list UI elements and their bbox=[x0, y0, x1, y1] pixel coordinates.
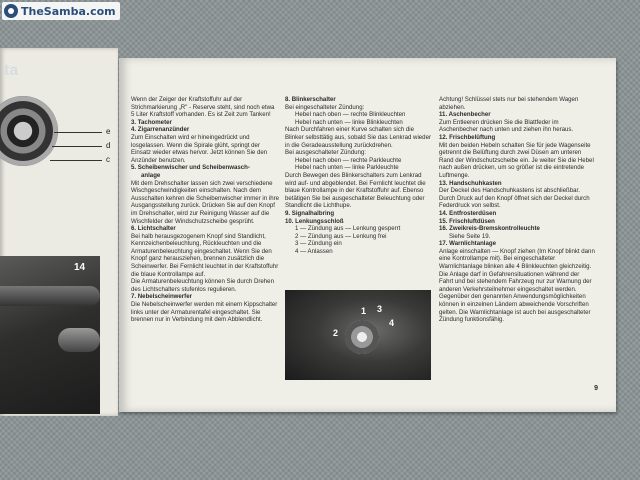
thesamba-watermark bbox=[2, 2, 120, 20]
right-booklet-page bbox=[119, 58, 616, 412]
text-column-1 bbox=[131, 96, 279, 324]
paragraph: Zum Einschalten wird er hineingedrückt und losgelassen. Wenn die Spirale glüht, springt der Einsatz wieder etwas hervor. Jetzt können Sie den Anzünder benutzen. bbox=[131, 133, 268, 164]
samba-logo-icon bbox=[4, 4, 18, 18]
section-heading: anlage bbox=[141, 171, 161, 179]
paragraph: Nach Durchfahren einer Kurve schalten sich die Blinker selbsttätig aus, sobald Sie das Lenkrad wieder in die Geradeausstellung zurückdrehen. bbox=[285, 126, 431, 149]
paragraph: Hebel nach oben — rechte Parkleuchte bbox=[295, 156, 402, 164]
paragraph: Die Armaturenbeleuchtung können Sie durch Drehen des Lichtschalters stufenlos regulieren. bbox=[131, 278, 274, 293]
left-booklet-page bbox=[0, 48, 118, 416]
text-column-3 bbox=[439, 96, 595, 324]
section-heading: 7. Nebelscheinwerfer bbox=[131, 293, 192, 301]
section-heading: 4. Zigarrenanzünder bbox=[131, 126, 190, 134]
photo-callout-14: 14 bbox=[74, 262, 86, 273]
section-heading: 17. Warnlichtanlage bbox=[439, 240, 497, 248]
section-heading: 10. Lenkungsschloß bbox=[285, 217, 344, 225]
section-heading: 12. Frischbelüftung bbox=[439, 133, 496, 141]
instrument-gauge-photo bbox=[0, 96, 58, 166]
paragraph: Anlage einschalten — Knopf ziehen (Im Knopf blinkt dann eine Kontrollampe mit). Bei eingeschalteter Warnlichtanlage blinken alle 4 Blinkleuchten gleichzeitig. Die Anlage darf in Gefahrensituationen während der Fahrt und bei stehendem Fahrzeug nur zur Warnung der anderen Verkehrsteilnehmer eingeschaltet werden. Gegenüber den genannten Anwendungsmöglichkeiten können in einzelnen Ländern abweichende Vorschriften gelten. Die Warnlichtanlage ist auch bei ausgeschalteter Zündung funktionsfähig. bbox=[439, 247, 595, 324]
paragraph: Bei ausgeschalteter Zündung: bbox=[285, 149, 366, 157]
section-heading: 9. Signalhalbring bbox=[285, 209, 335, 217]
leader-line-d bbox=[52, 146, 102, 147]
ignition-lock-photo bbox=[285, 290, 431, 380]
faint-heading: ta bbox=[4, 62, 19, 79]
section-heading: 3. Tachometer bbox=[131, 118, 172, 126]
paragraph: Bei halb herausgezogenem Knopf sind Standlicht, Kennzeichenbeleuchtung, Rückleuchten und die Armaturenbeleuchtung eingeschaltet. Wenn Sie den Knopf ganz herausziehen, brennen zusätzlich die Scheinwerfer. Bei Fernlicht leuchtet in der Kraftstoffuhr die blaue Kontrollampe auf. bbox=[131, 232, 279, 278]
ignition-position-4: 4 bbox=[389, 318, 395, 328]
paragraph: 4 — Anlassen bbox=[295, 247, 333, 255]
section-heading: 8. Blinkerschalter bbox=[285, 96, 336, 103]
paragraph: 3 — Zündung ein bbox=[295, 240, 342, 248]
paragraph: Bei eingeschalteter Zündung: bbox=[285, 103, 365, 111]
paragraph: Mit den beiden Hebeln schalten Sie für jede Wagenseite getrennt die Belüftung durch zwei Düsen am unteren Rand der Windschutzscheibe ein. Je weiter Sie die Hebel nach außen drücken, um so größer ist die eintretende Luftmenge. bbox=[439, 141, 594, 179]
paragraph: Die Nebelscheinwerfer werden mit einem Kippschalter links unter der Armaturentafel eingeschaltet. Sie brennen nur in Verbindung mit dem Abblendlicht. bbox=[131, 301, 278, 324]
section-heading: 5. Scheibenwischer und Scheibenwasch- bbox=[131, 164, 250, 172]
dashboard-bar bbox=[0, 286, 100, 306]
paragraph: Zum Entleeren drücken Sie die Blattfeder im Aschenbecher nach unten und ziehen ihn heraus. bbox=[439, 118, 574, 134]
paragraph: Siehe Seite 19. bbox=[449, 232, 491, 240]
page-number: 9 bbox=[594, 385, 598, 392]
gauge-label-c: c bbox=[106, 155, 110, 164]
paragraph: Hebel nach oben — rechte Blinkleuchten bbox=[295, 111, 406, 119]
gauge-label-e: e bbox=[106, 127, 111, 136]
ignition-position-3: 3 bbox=[377, 304, 383, 314]
leader-line-e bbox=[54, 132, 102, 133]
section-heading: 15. Frischluftdüsen bbox=[439, 217, 495, 225]
watermark-text: TheSamba.com bbox=[21, 4, 116, 18]
leader-line-c bbox=[50, 160, 102, 161]
paragraph: Hebel nach unten — linke Parkleuchte bbox=[295, 164, 399, 172]
paragraph: Hebel nach unten — linke Blinkleuchten bbox=[295, 118, 403, 126]
text-column-2 bbox=[285, 96, 433, 255]
section-heading: 13. Handschuhkasten bbox=[439, 179, 502, 187]
paragraph: Durch Bewegen des Blinkerschalters zum Lenkrad wird auf- und abgeblendet. Bei Fernlicht leuchtet die blaue Kontrollampe in der Kraftstoffuhr auf. Ebenso betätigen Sie bei ausgeschalteter Beleuchtung oder Standlicht die Lichthupe. bbox=[285, 171, 426, 210]
paragraph: 1 — Zündung aus — Lenkung gesperrt bbox=[295, 225, 401, 233]
ignition-cylinder bbox=[345, 320, 379, 354]
section-heading: 16. Zweikreis-Bremskontrolleuchte bbox=[439, 225, 540, 233]
gauge-label-d: d bbox=[106, 141, 111, 150]
paragraph: Mit dem Drehschalter lassen sich zwei verschiedene Wischgeschwindigkeiten einschalten. Nach dem Ausschalten kehren die Scheibenwischer immer in ihre Ausgangsstellung zurück. Drücken Sie auf den Knopf im Drehschalter, wird zur Reinigung Wasser auf die Wischfelder der Windschutzscheibe gesprüht. bbox=[131, 179, 280, 225]
ignition-position-1: 1 bbox=[361, 306, 367, 316]
section-heading: 11. Aschenbecher bbox=[439, 111, 491, 119]
paragraph: Wenn der Zeiger der Kraftstoffuhr auf der Strichmarkierung „R" - Reserve steht, sind noch etwa 5 Liter Kraftstoff vorhanden. Es ist Zeit zum Tanken! bbox=[131, 96, 275, 119]
paragraph: Der Deckel des Handschuhkastens ist abschließbar. Durch Druck auf den Knopf öffnet sich der Deckel durch Federdruck von selbst. bbox=[439, 187, 590, 210]
ignition-position-2: 2 bbox=[333, 328, 339, 338]
section-heading: 14. Entfrosterdüsen bbox=[439, 209, 497, 217]
dashboard-photo bbox=[0, 256, 100, 414]
section-heading: 6. Lichtschalter bbox=[131, 225, 176, 233]
dashboard-knob bbox=[58, 328, 100, 352]
paragraph: Achtung! Schlüssel stets nur bei stehendem Wagen abziehen. bbox=[439, 96, 579, 111]
paragraph: 2 — Zündung aus — Lenkung frei bbox=[295, 232, 387, 240]
